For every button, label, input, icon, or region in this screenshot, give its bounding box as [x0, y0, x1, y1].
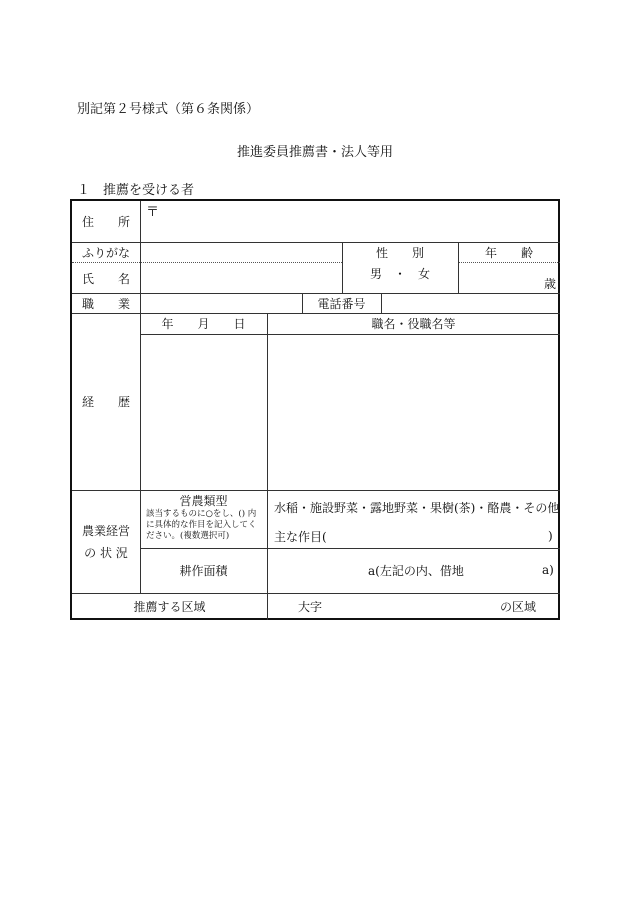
occupation-label: 職 業 [81, 296, 130, 311]
leased-area-field[interactable] [470, 559, 538, 581]
document-title: 推進委員推薦書・法人等用 [236, 145, 393, 160]
area-unit-text: a(左記の内、借地 [368, 563, 464, 578]
recommendation-table [70, 199, 560, 620]
age-unit: 歳 [544, 276, 557, 291]
occupation-field[interactable] [142, 294, 300, 313]
phone-field[interactable] [383, 294, 559, 313]
farm-status-label [72, 490, 140, 593]
postal-mark: 〒 [146, 204, 160, 220]
address-field[interactable] [144, 217, 558, 241]
region-field[interactable] [324, 594, 494, 619]
region-label: 推薦する区域 [133, 600, 206, 614]
farm-type-label: 営農類型 [179, 493, 228, 508]
region-suffix: の区域 [500, 600, 537, 614]
address-label: 住 所 [81, 215, 130, 229]
farm-type-note: 該当するものに○をし、() 内に具体的な作目を記入してください。(複数選択可) [146, 509, 257, 541]
history-label: 経 歴 [81, 395, 130, 409]
history-date-field[interactable] [142, 336, 265, 488]
farm-type-options[interactable]: 水稲・施設野菜・露地野菜・果樹(茶)・酪農・その他 [274, 500, 560, 515]
gender-choice[interactable]: 男 ・ 女 [369, 266, 430, 281]
area-field[interactable] [272, 559, 364, 581]
furigana-field[interactable] [142, 243, 340, 262]
phone-label: 電話番号 [317, 296, 366, 311]
main-crop-close: ) [548, 529, 553, 543]
section-heading: １ 推薦を受ける者 [77, 183, 195, 198]
position-header: 職名・役職名等 [371, 317, 456, 331]
main-crop-label: 主な作目( [274, 529, 327, 544]
oaza-label: 大字 [298, 600, 323, 614]
name-field[interactable] [142, 264, 340, 292]
name-label: 氏 名 [81, 271, 130, 286]
furigana-label: ふりがな [81, 245, 130, 260]
main-crop-field[interactable] [402, 526, 542, 546]
farm-status-line1: 農業経営 [81, 523, 130, 538]
area-label: 耕作面積 [179, 564, 228, 578]
farm-status-line2: の 状 況 [84, 545, 128, 560]
form-identifier: 別記第２号様式（第６条関係） [77, 102, 260, 117]
age-label: 年 齢 [484, 245, 533, 260]
ymd-header: 年 月 日 [161, 317, 246, 331]
history-position-field[interactable] [269, 336, 558, 488]
area-close: a) [542, 563, 554, 577]
gender-label: 性 別 [375, 245, 424, 260]
